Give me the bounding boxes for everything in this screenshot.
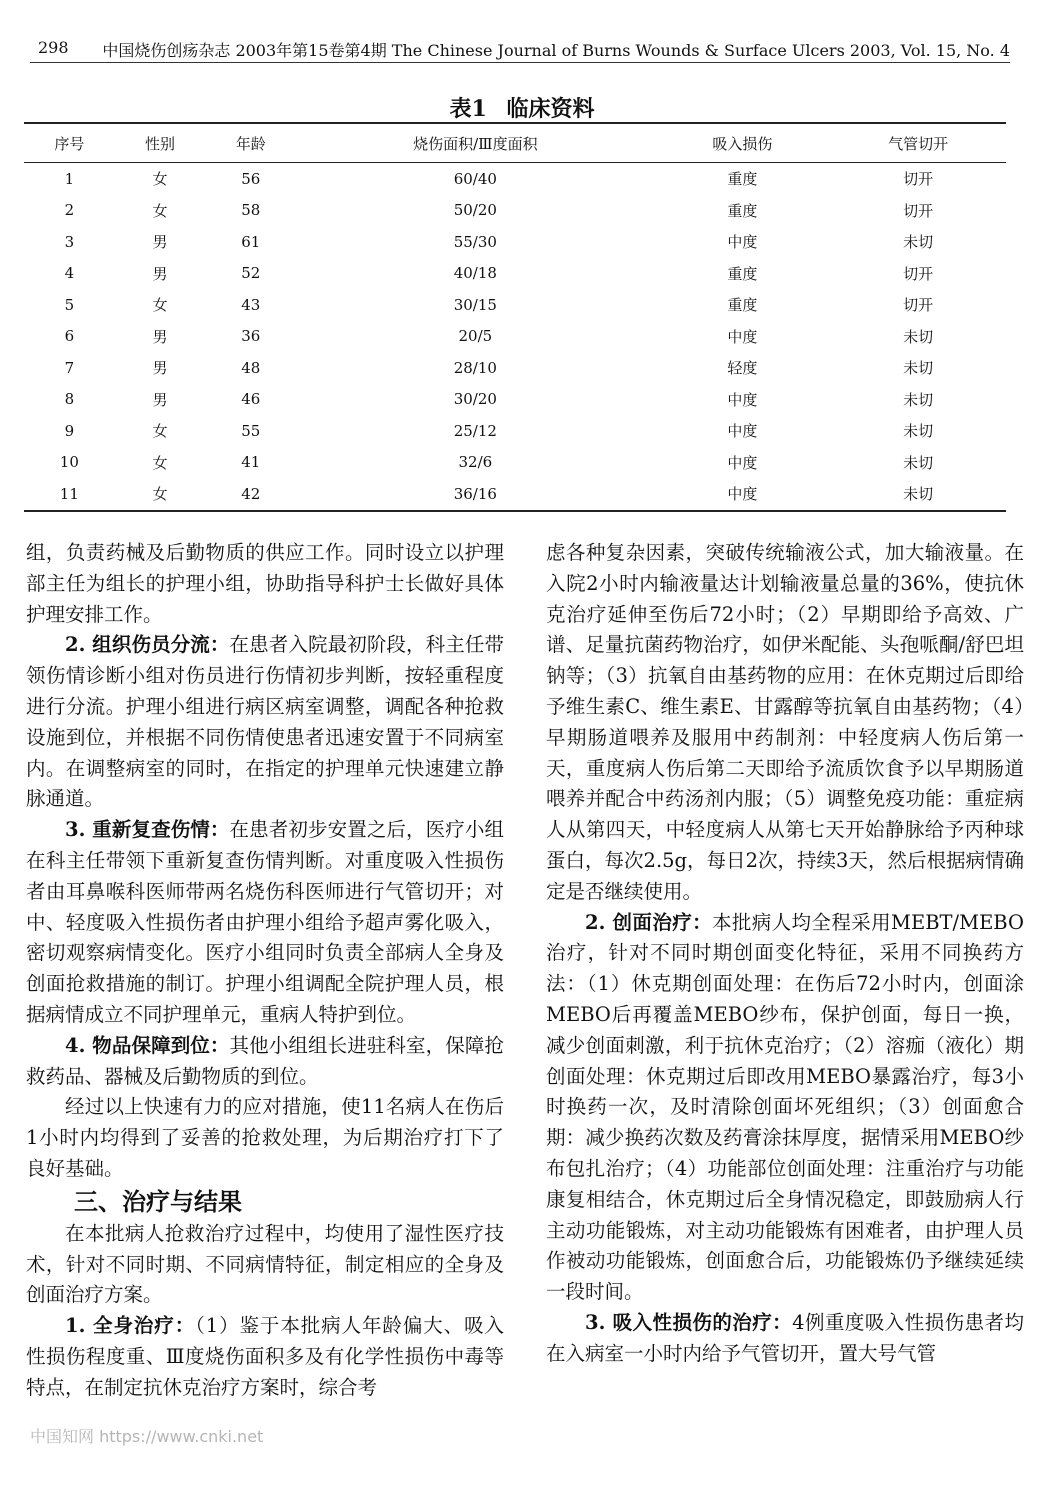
cell-burn-area: 30/20 [453,390,497,409]
paragraph [26,630,504,815]
cell-burn-area: 55/30 [453,232,497,251]
cell-age: 58 [241,201,261,220]
col-header-index: 序号 [54,134,85,153]
paragraph-heading: 3. 重新复查伤情： [65,818,230,842]
table-header-row [24,123,1006,163]
cell-sex: 女 [152,201,168,220]
table-row [24,289,1006,321]
paragraph-heading: 3. 吸入性损伤的治疗： [585,1310,793,1334]
cell-tracheotomy: 未切 [903,359,934,378]
cell-index: 2 [64,201,75,220]
left-text-column [26,538,504,1404]
paragraph-body: 4例重度吸入性损伤患者均在入病室一小时内给予气管切开，置大号气管 [546,1310,1024,1365]
cell-age: 55 [241,421,261,440]
paragraph: 经过以上快速有力的应对措施，使11名病人在伤后1小时内均得到了妥善的抢救处理，为后期治疗打下了良好基础。 [26,1095,504,1180]
table-title: 临床资料 [506,96,595,122]
paragraph: 虑各种复杂因素，突破传统输液公式，加大输液量。在入院2小时内输液量达计划输液量总量的36%，使抗休克治疗延伸至伤后72小时；（2）早期即给予高效、广谱、足量抗菌药物治疗，如伊米配能、头孢哌酮/舒巴坦钠等；（3）抗氧自由基药物的应用：在休克期过后即给予维生素C、维生素E、甘露醇等抗氧自由基药物；（4）早期肠道喂养及服用中药制剂：中轻度病人伤后第一天，重度病人伤后第二天即给予流质饮食予以早期肠道喂养并配合中药汤剂内服；（5）调整免疫功能：重症病人从第四天，中轻度病人从第七天开始静脉给予丙种球蛋白，每次2.5g，每日2次，持续3天，然后根据病情确定是否继续使用。 [546,541,1024,903]
cell-inhalation: 中度 [727,327,758,346]
table-row [24,447,1006,479]
cell-index: 5 [64,295,75,314]
cell-inhalation: 轻度 [727,359,758,378]
cell-tracheotomy: 未切 [903,390,934,409]
cell-sex: 男 [152,327,168,346]
cell-tracheotomy: 未切 [903,485,934,504]
table-row [24,321,1006,353]
table-row [24,352,1006,384]
cell-inhalation: 重度 [727,170,758,189]
cell-sex: 女 [152,296,168,315]
table-row [24,163,1006,195]
col-header-sex: 性别 [145,134,176,153]
page-number: 298 [38,38,69,57]
cell-inhalation: 中度 [727,485,758,504]
table-row [24,478,1006,511]
paragraph-body: 在患者入院最初阶段，科主任带领伤情诊断小组对伤员进行伤情初步判断，按轻重程度进行分流。护理小组进行病区病室调整，调配各种抢救设施到位，并根据不同伤情使患者迅速安置于不同病室内。在调整病室的同时，在指定的护理单元快速建立静脉通道。 [26,633,504,811]
cell-age: 42 [241,484,261,503]
cell-sex: 男 [152,359,168,378]
cell-tracheotomy: 未切 [903,453,934,472]
cell-age: 56 [241,169,261,188]
table-row [24,226,1006,258]
cell-burn-area: 30/15 [453,295,497,314]
cell-burn-area: 60/40 [453,169,497,188]
cell-inhalation: 重度 [727,264,758,283]
cell-age: 41 [241,453,261,472]
col-header-tracheotomy: 气管切开 [888,134,949,153]
cell-age: 43 [241,295,261,314]
cell-tracheotomy: 切开 [903,170,934,189]
cell-burn-area: 25/12 [453,421,497,440]
cell-burn-area: 32/6 [458,453,493,472]
cell-tracheotomy: 切开 [903,264,934,283]
cell-burn-area: 50/20 [453,201,497,220]
cell-tracheotomy: 未切 [903,327,934,346]
paragraph-heading: 2. 组织伤员分流： [65,633,230,657]
cell-index: 11 [59,484,79,503]
paragraph [546,908,1024,1308]
clinical-data-table [24,122,1006,512]
cell-inhalation: 中度 [727,233,758,252]
cell-age: 36 [241,327,261,346]
cell-index: 10 [59,453,79,472]
paragraph-heading: 4. 物品保障到位： [65,1033,230,1057]
cell-sex: 女 [152,422,168,441]
paragraph [26,815,504,1031]
paragraph-body: 本批病人均全程采用MEBT/MEBO治疗，针对不同时期创面变化特征，采用不同换药方法：（1）休克期创面处理：在伤后72小时内，创面涂MEBO后再覆盖MEBO纱布，保护创面，每日一换，减少创面刺激，利于抗休克治疗；（2）溶痂（液化）期创面处理：休克期过后即改用MEBO暴露治疗，每3小时换药一次，及时清除创面坏死组织；（3）创面愈合期：减少换药次数及药膏涂抹厚度，据情采用MEBO纱布包扎治疗；（4）功能部位创面处理：注重治疗与功能康复相结合，休克期过后全身情况稳定，即鼓励病人行主动功能锻炼，对主动功能锻炼有困难者，由护理人员作被动功能锻炼，创面愈合后，功能锻炼仍予继续延续一段时间。 [546,910,1024,1304]
table-row [24,258,1006,290]
journal-citation: 中国烧伤创疡杂志 2003年第15卷第4期 The Chinese Journal of Burns Wounds & Surface Ulcers 2003, Vol. 15, No. 4 [102,41,1010,60]
cell-index: 7 [64,358,75,377]
cell-tracheotomy: 切开 [903,201,934,220]
table-row [24,415,1006,447]
cell-sex: 男 [152,390,168,409]
cell-inhalation: 中度 [727,453,758,472]
cell-burn-area: 28/10 [453,358,497,377]
cell-inhalation: 中度 [727,422,758,441]
paragraph [26,1031,504,1093]
cell-age: 61 [241,232,261,251]
paragraph-heading: 2. 创面治疗： [585,910,712,934]
paragraph [26,1311,504,1403]
cell-inhalation: 重度 [727,296,758,315]
section-title: 三、治疗与结果 [74,1186,242,1216]
cell-index: 6 [64,327,75,346]
cell-index: 9 [64,421,75,440]
cell-inhalation: 中度 [727,390,758,409]
col-header-burn-area: 烧伤面积/Ⅲ度面积 [413,134,538,153]
cell-burn-area: 36/16 [453,484,497,503]
table-caption [0,92,1044,123]
table-body [24,163,1006,511]
cell-burn-area: 20/5 [458,327,493,346]
right-text-column [546,538,1024,1370]
watermark-text: 中国知网 https://www.cnki.net [30,1427,264,1446]
cell-sex: 男 [152,233,168,252]
cell-tracheotomy: 切开 [903,296,934,315]
table-row [24,195,1006,227]
table-row [24,384,1006,416]
table-label: 表1 [449,96,487,122]
paragraph-heading: 1. 全身治疗： [65,1314,196,1338]
cell-age: 46 [241,390,261,409]
col-header-inhalation: 吸入损伤 [712,134,773,153]
cell-sex: 女 [152,170,168,189]
cell-sex: 女 [152,453,168,472]
col-header-age: 年龄 [235,134,266,153]
cell-inhalation: 重度 [727,201,758,220]
paragraph [546,1308,1024,1370]
cell-index: 8 [64,390,75,409]
cell-sex: 女 [152,485,168,504]
cell-tracheotomy: 未切 [903,422,934,441]
paragraph-body: （1）鉴于本批病人年龄偏大、吸入性损伤程度重、Ⅲ度烧伤面积多及有化学性损伤中毒等特点，在制定抗休克治疗方案时，综合考 [26,1314,504,1399]
cell-index: 4 [64,264,75,283]
running-header [30,36,1010,63]
cell-age: 48 [241,358,261,377]
cell-burn-area: 40/18 [453,264,497,283]
paragraph: 在本批病人抢救治疗过程中，均使用了湿性医疗技术，针对不同时期、不同病情特征，制定相应的全身及创面治疗方案。 [26,1221,504,1307]
cell-tracheotomy: 未切 [903,233,934,252]
cell-index: 3 [64,232,75,251]
paragraph-body: 其他小组组长进驻科室，保障抢救药品、器械及后勤物质的到位。 [26,1033,504,1088]
cell-sex: 男 [152,264,168,283]
cell-index: 1 [64,169,75,188]
paragraph-body: 在患者初步安置之后，医疗小组在科主任带领下重新复查伤情判断。对重度吸入性损伤者由耳鼻喉科医师带两名烧伤科医师进行气管切开；对中、轻度吸入性损伤者由护理小组给予超声雾化吸入，密切观察病情变化。医疗小组同时负责全部病人全身及创面抢救措施的制订。护理小组调配全院护理人员，根据病情成立不同护理单元，重病人特护到位。 [26,818,504,1026]
paragraph: 组，负责药械及后勤物质的供应工作。同时设立以护理部主任为组长的护理小组，协助指导科护士长做好具体护理安排工作。 [26,541,504,626]
cell-age: 52 [241,264,261,283]
